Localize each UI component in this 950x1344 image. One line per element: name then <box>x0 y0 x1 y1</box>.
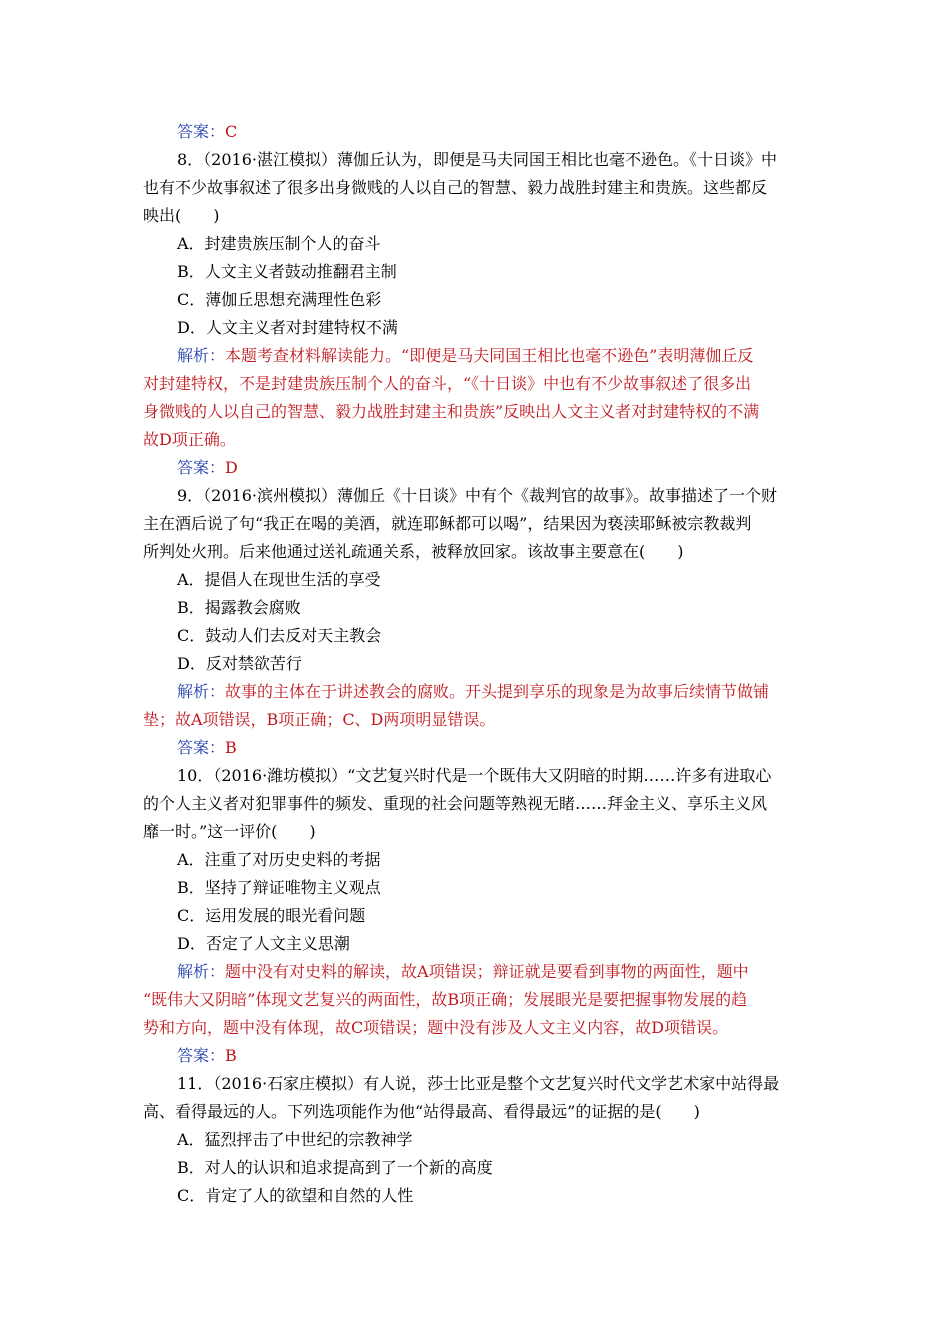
option: A．注重了对历史史料的考据 <box>177 850 381 869</box>
question-10-line: 的个人主义者对犯罪事件的频发、重现的社会问题等熟视无睹……拜金主义、享乐主义风 <box>143 794 768 813</box>
explanation-line: 垫；故A项错误，B项正确；C、D两项明显错误。 <box>143 710 496 729</box>
option: A．封建贵族压制个人的奋斗 <box>177 234 381 253</box>
option: D．人文主义者对封建特权不满 <box>177 318 398 337</box>
question-8-line: 映出( ) <box>143 206 220 225</box>
explanation-line: 对封建特权，不是封建贵族压制个人的奋斗，“《十日谈》中也有不少故事叙述了很多出 <box>143 374 752 393</box>
answer-10: 答案：B <box>177 1046 237 1065</box>
option: A．提倡人在现世生活的享受 <box>177 570 381 589</box>
answer-8: 答案：D <box>177 458 238 477</box>
explanation-8: 解析：本题考查材料解读能力。“即便是马夫同国王相比也毫不逊色”表明薄伽丘反 <box>177 346 754 365</box>
option: B．坚持了辩证唯物主义观点 <box>177 878 381 897</box>
explanation-line: 故D项正确。 <box>143 430 236 449</box>
option: C．肯定了人的欲望和自然的人性 <box>177 1186 414 1205</box>
option: B．人文主义者鼓动推翻君主制 <box>177 262 397 281</box>
option: B．对人的认识和追求提高到了一个新的高度 <box>177 1158 493 1177</box>
question-9-line: 主在酒后说了句“我正在喝的美酒，就连耶稣都可以喝”，结果因为亵渎耶稣被宗教裁判 <box>143 514 752 533</box>
explanation-line: 身微贱的人以自己的智慧、毅力战胜封建主和贵族”反映出人文主义者对封建特权的不满 <box>143 402 760 421</box>
document-page <box>143 118 808 1210</box>
option: A．猛烈抨击了中世纪的宗教神学 <box>177 1130 413 1149</box>
option: B．揭露教会腐败 <box>177 598 301 617</box>
question-8-line: 8．（2016·湛江模拟）薄伽丘认为，即便是马夫同国王相比也毫不逊色。《十日谈》中 <box>177 150 777 169</box>
question-10-line: 靡一时。”这一评价( ) <box>143 822 316 841</box>
option: D．反对禁欲苦行 <box>177 654 302 673</box>
answer-9: 答案：B <box>177 738 237 757</box>
question-11-line: 11．（2016·石家庄模拟）有人说，莎士比亚是整个文艺复兴时代文学艺术家中站得最 <box>177 1074 780 1093</box>
explanation-9: 解析：故事的主体在于讲述教会的腐败。开头提到享乐的现象是为故事后续情节做铺 <box>177 682 770 701</box>
question-9-line: 9．（2016·滨州模拟）薄伽丘《十日谈》中有个《裁判官的故事》。故事描述了一个财 <box>177 486 777 505</box>
question-10-line: 10．（2016·潍坊模拟）“文艺复兴时代是一个既伟大又阴暗的时期……许多有进取心 <box>177 766 772 785</box>
question-8-line: 也有不少故事叙述了很多出身微贱的人以自己的智慧、毅力战胜封建主和贵族。这些都反 <box>143 178 768 197</box>
answer-7: 答案：C <box>177 122 238 141</box>
explanation-line: “既伟大又阴暗”体现文艺复兴的两面性，故B项正确；发展眼光是要把握事物发展的趋 <box>143 990 748 1009</box>
explanation-10: 解析：题中没有对史料的解读，故A项错误；辩证就是要看到事物的两面性，题中 <box>177 962 749 981</box>
option: D．否定了人文主义思潮 <box>177 934 350 953</box>
option: C．薄伽丘思想充满理性色彩 <box>177 290 382 309</box>
explanation-line: 势和方向，题中没有体现，故C项错误；题中没有涉及人文主义内容，故D项错误。 <box>143 1018 729 1037</box>
option: C．鼓动人们去反对天主教会 <box>177 626 382 645</box>
question-9-line: 所判处火刑。后来他通过送礼疏通关系，被释放回家。该故事主要意在( ) <box>143 542 684 561</box>
option: C．运用发展的眼光看问题 <box>177 906 366 925</box>
question-11-line: 高、看得最远的人。下列选项能作为他“站得最高、看得最远”的证据的是( ) <box>143 1102 700 1121</box>
